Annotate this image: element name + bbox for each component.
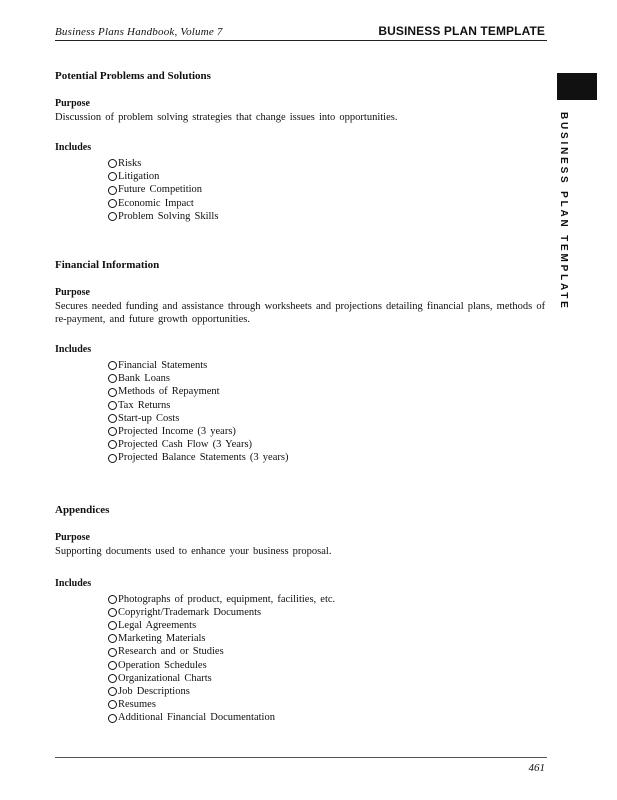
circle-bullet-icon <box>108 621 117 630</box>
list-item: Marketing Materials <box>108 632 547 645</box>
list-item: Methods of Repayment <box>108 385 547 398</box>
list-item: Future Competition <box>108 183 547 196</box>
section-title: Appendices <box>55 503 110 516</box>
circle-bullet-icon <box>108 401 117 410</box>
list-item: Projected Cash Flow (3 Years) <box>108 438 547 451</box>
circle-bullet-icon <box>108 199 117 208</box>
list-item: Projected Balance Statements (3 years) <box>108 451 547 464</box>
circle-bullet-icon <box>108 634 117 643</box>
section-tab-marker <box>557 73 597 100</box>
header-divider <box>55 40 547 41</box>
list-item: Projected Income (3 years) <box>108 425 547 438</box>
circle-bullet-icon <box>108 414 117 423</box>
section-title: Potential Problems and Solutions <box>55 70 211 82</box>
circle-bullet-icon <box>108 608 117 617</box>
section-header-title: BUSINESS PLAN TEMPLATE <box>378 24 545 38</box>
circle-bullet-icon <box>108 700 117 709</box>
section-potential-problems <box>55 70 547 223</box>
section-title: Financial Information <box>55 259 160 272</box>
list-item: Organizational Charts <box>108 672 547 685</box>
circle-bullet-icon <box>108 186 117 195</box>
circle-bullet-icon <box>108 595 117 604</box>
purpose-heading: Purpose <box>55 531 90 543</box>
page-number: 461 <box>528 762 545 774</box>
list-item: Tax Returns <box>108 399 547 412</box>
list-item: Copyright/Trademark Documents <box>108 606 547 619</box>
list-item: Additional Financial Documentation <box>108 711 547 724</box>
list-item: Research and or Studies <box>108 645 547 658</box>
includes-heading: Includes <box>55 344 92 356</box>
circle-bullet-icon <box>108 172 117 181</box>
purpose-heading: Purpose <box>55 287 90 299</box>
includes-heading: Includes <box>55 577 92 589</box>
circle-bullet-icon <box>108 648 117 657</box>
list-item: Photographs of product, equipment, facilities, etc. <box>108 593 547 606</box>
includes-list <box>108 359 547 465</box>
includes-list <box>108 593 547 725</box>
includes-list <box>108 157 547 223</box>
purpose-text: Supporting documents used to enhance your business proposal. <box>55 545 332 557</box>
list-item: Operation Schedules <box>108 659 547 672</box>
circle-bullet-icon <box>108 674 117 683</box>
circle-bullet-icon <box>108 159 117 168</box>
list-item: Problem Solving Skills <box>108 210 547 223</box>
list-item: Start-up Costs <box>108 412 547 425</box>
list-item: Job Descriptions <box>108 685 547 698</box>
section-financial-information <box>55 259 547 465</box>
circle-bullet-icon <box>108 454 117 463</box>
circle-bullet-icon <box>108 687 117 696</box>
purpose-text: Secures needed funding and assistance through worksheets and projections detailing financial plans, methods of re-payment, and future growth opportunities. <box>55 301 546 326</box>
list-item: Risks <box>108 157 547 170</box>
circle-bullet-icon <box>108 661 117 670</box>
circle-bullet-icon <box>108 212 117 221</box>
side-tab-label: BUSINESS PLAN TEMPLATE <box>558 112 569 311</box>
circle-bullet-icon <box>108 440 117 449</box>
includes-heading: Includes <box>55 142 92 153</box>
footer-divider <box>55 757 547 758</box>
purpose-text: Discussion of problem solving strategies that change issues into opportunities. <box>55 112 398 123</box>
circle-bullet-icon <box>108 427 117 436</box>
section-appendices <box>55 504 547 725</box>
circle-bullet-icon <box>108 714 117 723</box>
circle-bullet-icon <box>108 361 117 370</box>
list-item: Economic Impact <box>108 197 547 210</box>
book-title: Business Plans Handbook, Volume 7 <box>55 26 223 38</box>
list-item: Legal Agreements <box>108 619 547 632</box>
list-item: Financial Statements <box>108 359 547 372</box>
circle-bullet-icon <box>108 388 117 397</box>
page-content <box>55 70 547 725</box>
circle-bullet-icon <box>108 374 117 383</box>
list-item: Bank Loans <box>108 372 547 385</box>
list-item: Litigation <box>108 170 547 183</box>
purpose-heading: Purpose <box>55 98 90 109</box>
list-item: Resumes <box>108 698 547 711</box>
